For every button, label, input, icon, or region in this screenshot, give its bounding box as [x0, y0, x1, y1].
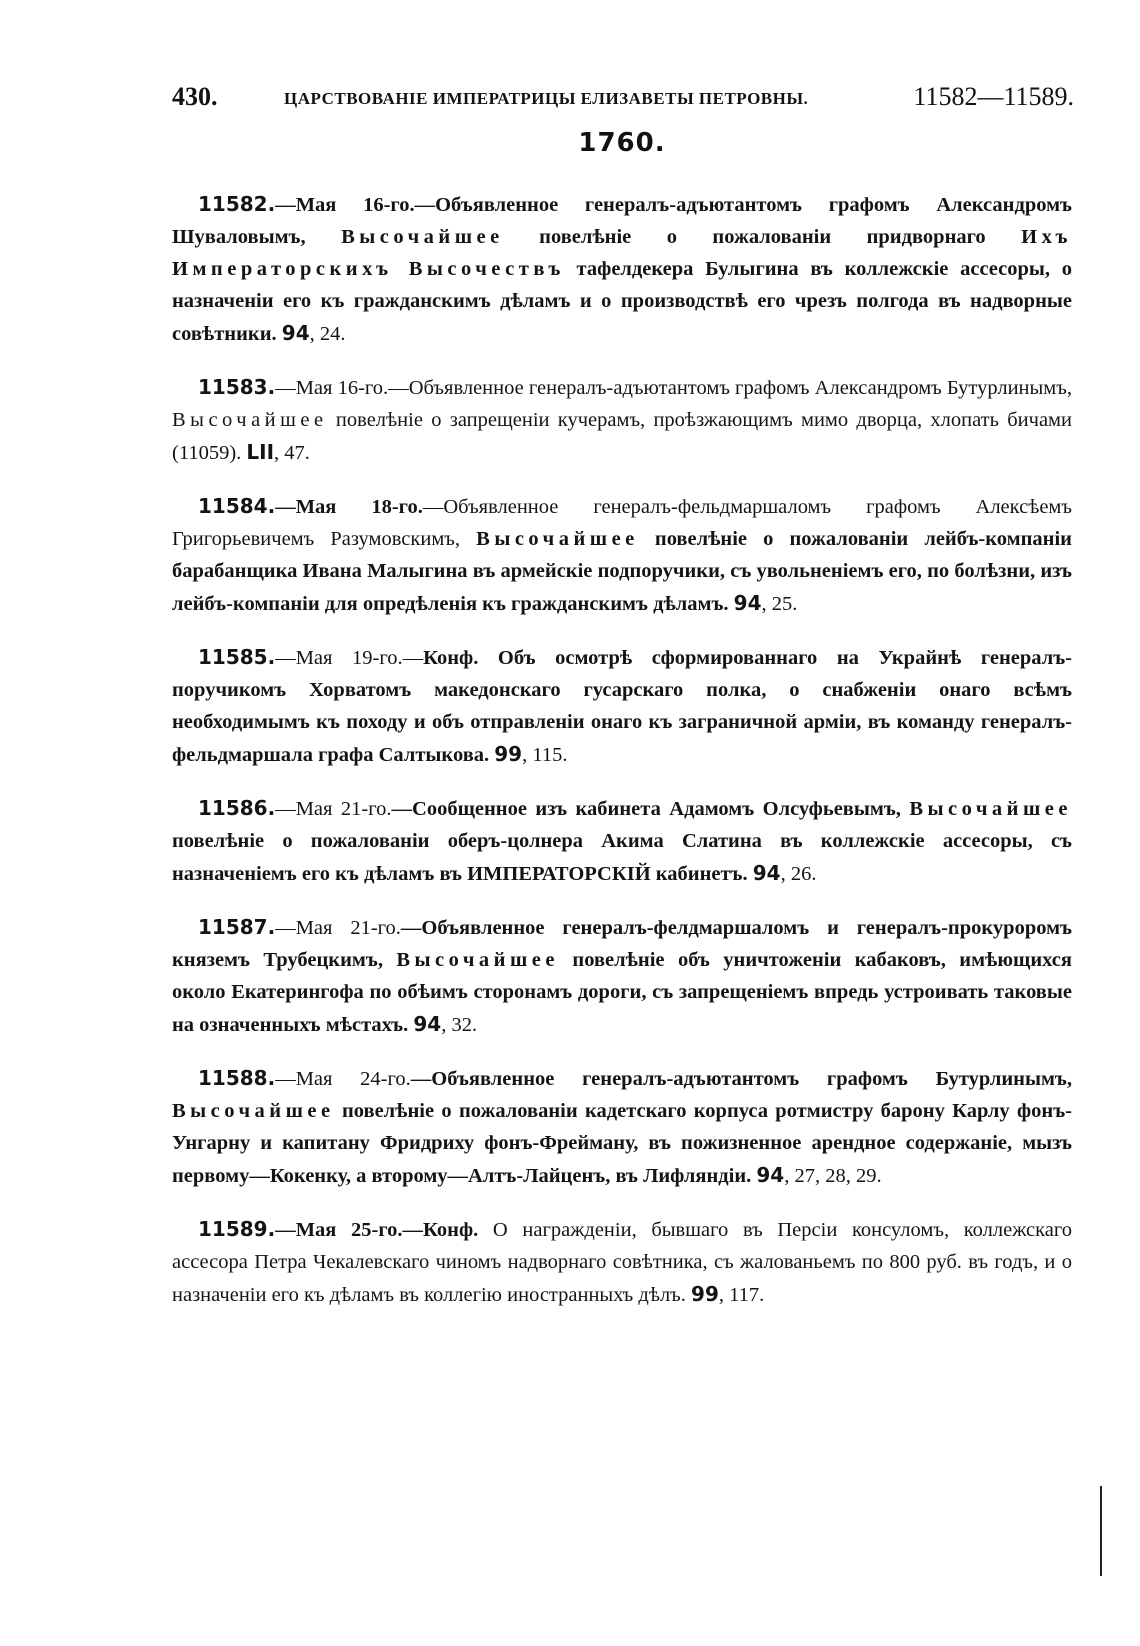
entry-dash: — [275, 917, 296, 939]
running-title: ЦАРСТВОВАНІЕ ИМПЕРАТРИЦЫ ЕЛИЗАВЕТЫ ПЕТРОВНЫ. [284, 89, 809, 108]
entry-spaced-text: Высочайшее [476, 528, 639, 550]
source-page: , 117. [718, 1284, 765, 1306]
entry-dash: — [275, 194, 296, 216]
entry-text: повелѣніе о пожалованіи кадетскаго корпуса ротмистру барону Карлу фонъ-Унгарну и капитану Фридриху фонъ-Фрейману, въ пожизненное арендное содержаніе, мызъ первому—Кокенку, а второму—Алтъ-Лайценъ, въ Лифляндіи. [172, 1100, 1072, 1187]
source-page: , 115. [522, 744, 568, 766]
source-page: , 24. [309, 323, 346, 345]
entry-number: 11584. [198, 494, 276, 518]
entry-11584 [172, 490, 1072, 620]
entry-text: повелѣніе о пожалованіи оберъ-цолнера Акима Слатина въ коллежскіе ассесоры, съ назначеніемъ его къ дѣламъ въ ИМПЕРАТОРСКІЙ кабинетъ. [172, 830, 1072, 885]
entry-dash: — [275, 798, 296, 820]
entry-text: —Объявленное генералъ-фельдмаршаломъ графомъ Алексѣемъ Григорьевичемъ Разумовскимъ, [172, 496, 1072, 550]
entry-dash: — [275, 1068, 296, 1090]
conference-abbrev: Конф. [423, 647, 479, 669]
entry-date: Мая 16-го. [295, 194, 415, 216]
entry-spaced-text: Ихъ Императорскихъ Высочествъ [172, 226, 1072, 280]
source-volume: 94 [413, 1012, 442, 1036]
entry-11582 [172, 188, 1072, 350]
entry-date: Мая 21-го. [295, 917, 401, 939]
entry-text: —Объявленное генералъ-адъютантомъ графомъ Александромъ Шуваловымъ, [172, 194, 1072, 248]
source-page: , 27, 28, 29. [784, 1165, 882, 1187]
running-head [172, 70, 1072, 110]
entry-11586 [172, 792, 1072, 890]
entry-number: 11586. [198, 796, 276, 820]
entry-text: —Сообщенное изъ кабинета Адамомъ Олсуфьевымъ, [391, 798, 910, 820]
entry-spaced-text: Высочайшее [172, 409, 328, 431]
entry-spaced-text: Высочайшее [172, 1100, 335, 1122]
entry-date: Мая 24-го. [295, 1068, 411, 1090]
entry-date: Мая 18-го. [295, 496, 423, 518]
entry-text: —Объявленное генералъ-адъютантомъ графомъ Александромъ Бутурлинымъ, [388, 377, 1072, 399]
entry-11588 [172, 1062, 1072, 1192]
entry-11583 [172, 371, 1072, 469]
entry-date: Мая 21-го. [295, 798, 392, 820]
entry-number: 11585. [198, 645, 276, 669]
entry-text: повелѣніе о пожалованіи придворнаго [503, 226, 1022, 248]
source-page: , 26. [780, 863, 817, 885]
entry-text: повелѣніе о пожалованіи лейбъ-компаніи барабанщика Ивана Малыгина въ армейскіе подпоручики, съ увольненіемъ его, по болѣзни, изъ лейбъ-компаніи для опредѣленія къ гражданскимъ дѣламъ. [172, 528, 1072, 615]
entry-number: 11582. [198, 192, 276, 216]
entry-text: повелѣніе о запрещеніи кучерамъ, проѣзжающимъ мимо дворца, хлопать бичами (11059). [172, 409, 1072, 464]
source-volume: 94 [756, 1163, 785, 1187]
source-volume: 99 [494, 742, 523, 766]
entry-text: тафелдекера Булыгина въ коллежскіе ассесоры, о назначеніи его къ гражданскимъ дѣламъ и о производствѣ его чрезъ полгода въ надворные совѣтники. [172, 258, 1072, 345]
entry-date: Мая 25-го. [295, 1219, 403, 1241]
source-volume: LII [246, 440, 275, 464]
source-volume: 94 [733, 591, 762, 615]
entry-number: 11587. [198, 915, 276, 939]
source-page: , 32. [441, 1014, 478, 1036]
entry-number: 11583. [198, 375, 276, 399]
entry-number: 11588. [198, 1066, 276, 1090]
entry-11589 [172, 1213, 1072, 1311]
source-volume: 94 [752, 861, 781, 885]
page-number: 430. [172, 82, 218, 111]
entry-spaced-text: Высочайшее [909, 798, 1072, 820]
source-page: , 47. [274, 442, 310, 464]
entry-dash: — [275, 496, 296, 518]
entry-text: О награжденіи, бывшаго въ Персіи консуломъ, коллежскаго ассесора Петра Чекалевскаго чиномъ надворнаго совѣтника, съ жалованьемъ по 800 руб. въ годъ, и о назначеніи его къ дѣламъ въ коллегію иностранныхъ дѣлъ. [172, 1219, 1072, 1306]
entry-text: —Объявленное генералъ-фелдмаршаломъ и генералъ-прокуроромъ княземъ Трубецкимъ, [172, 917, 1072, 971]
entry-11585 [172, 641, 1072, 771]
source-volume: 99 [691, 1282, 719, 1306]
entry-number: 11589. [198, 1217, 276, 1241]
entry-date: Мая 19-го. [295, 647, 403, 669]
entry-11587 [172, 911, 1072, 1041]
entry-dash: — [275, 1219, 296, 1241]
entry-dash: — [275, 647, 296, 669]
entry-text: Объ осмотрѣ сформированнаго на Украйнѣ генералъ-поручикомъ Хорватомъ македонскаго гусарскаго полка, о снабженіи онаго всѣмъ необходимымъ къ походу и объ отправленіи онаго къ заграничной арміи, въ команду генералъ-фельдмаршала графа Салтыкова. [172, 647, 1072, 766]
source-page: , 25. [761, 593, 798, 615]
entry-dash: — [275, 377, 296, 399]
entry-text: —Объявленное генералъ-адъютантомъ графомъ Бутурлинымъ, [410, 1068, 1072, 1090]
entry-date: Мая 16-го. [295, 377, 389, 399]
entry-text: — [402, 1219, 424, 1241]
entry-spaced-text: Высочайшее [396, 949, 559, 971]
entry-number-range: 11582—11589. [913, 82, 1074, 111]
source-volume: 94 [281, 321, 310, 345]
document-page [172, 70, 1072, 1332]
binding-edge-line [1100, 1486, 1102, 1576]
entry-spaced-text: Высочайшее [341, 226, 504, 248]
year-heading: 1760. [578, 128, 666, 158]
conference-abbrev: Конф. [423, 1219, 479, 1241]
entry-text: — [402, 647, 424, 669]
entry-text: повелѣніе объ уничтоженіи кабаковъ, имѣющихся около Екатерингофа по обѣимъ сторонамъ дороги, съ запрещеніемъ впредь устроивать таковые на означенныхъ мѣстахъ. [172, 949, 1072, 1036]
